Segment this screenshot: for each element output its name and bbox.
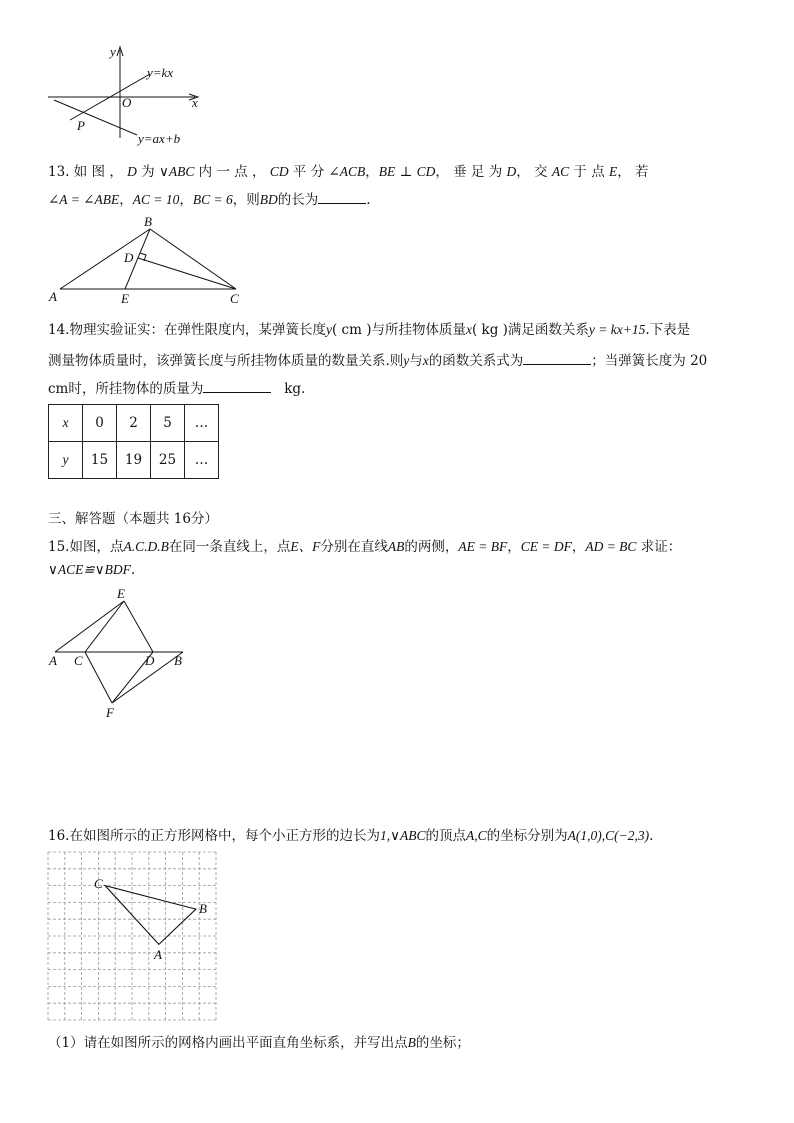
- fig12-origin-label: O: [122, 95, 132, 110]
- fig16-label-c: C: [94, 876, 103, 891]
- table-cell: 5: [151, 405, 185, 442]
- table-cell: …: [185, 405, 219, 442]
- table-cell: 2: [117, 405, 151, 442]
- q16-line1: 16.在如图所示的正方形网格中，每个小正方形的边长为1,∨ABC的顶点A,C的坐标分别为A(1,0),C(−2,3).: [48, 828, 654, 844]
- fig13-label-e: E: [121, 291, 129, 306]
- table-cell: 19: [117, 442, 151, 479]
- q14-line3: cm时，所挂物体的质量为 kg.: [48, 381, 306, 397]
- fig15-label-f: F: [106, 705, 114, 720]
- table-cell: 0: [83, 405, 117, 442]
- q13-line1: 13. 如 图 ， D 为 ∨ABC 内 一 点 ， CD 平 分 ∠ACB，BE ⊥ CD， 垂 足 为 D， 交 AC 于 点 E， 若: [48, 164, 649, 180]
- fig15-label-a: A: [49, 653, 57, 668]
- table-cell: 15: [83, 442, 117, 479]
- fig15-label-d: D: [145, 653, 155, 668]
- q13-line2: ∠A = ∠ABE，AC = 10，BC = 6，则BD的长为 .: [48, 192, 371, 208]
- fig12-x-label: x: [192, 95, 198, 110]
- q16-sub1: （1）请在如图所示的网格内画出平面直角坐标系，并写出点B的坐标；: [48, 1035, 470, 1051]
- fig16-label-a: A: [154, 947, 162, 962]
- q14-line2: 测量物体质量时，该弹簧长度与所挂物体质量的数量关系.则y与x的函数关系式为 ；当弹簧长度为 20: [48, 353, 708, 369]
- table-cell: 25: [151, 442, 185, 479]
- fig15-label-b: B: [174, 653, 182, 668]
- fig12-line2-label: y=ax+b: [138, 131, 181, 146]
- q15-line1: 15.如图，点A.C.D.B在同一条直线上，点E、F分别在直线AB的两侧，AE = BF，CE = DF，AD = BC 求证：: [48, 539, 682, 555]
- fig13-label-d: D: [124, 250, 134, 265]
- table-cell: y: [49, 442, 83, 479]
- fig16-label-b: B: [199, 901, 207, 916]
- q14-line1: 14.物理实验证实：在弹性限度内，某弹簧长度y( cm )与所挂物体质量x( kg )满足函数关系y = kx+15.下表是: [48, 322, 691, 338]
- fig13-label-a: A: [49, 289, 57, 304]
- fig12-line1-label: y=kx: [147, 65, 174, 80]
- fig13-label-c: C: [230, 291, 239, 306]
- q15-line2: ∨ACE≌∨BDF.: [48, 562, 136, 578]
- section-heading: 三、解答题（本题共 16分）: [48, 511, 218, 527]
- fig13-label-b: B: [144, 214, 152, 229]
- fig15-label-e: E: [117, 586, 125, 601]
- table-cell: x: [49, 405, 83, 442]
- fig12-y-label: y: [110, 44, 116, 59]
- fig12-p-label: P: [77, 118, 85, 133]
- fig15-label-c: C: [74, 653, 83, 668]
- table-cell: …: [185, 442, 219, 479]
